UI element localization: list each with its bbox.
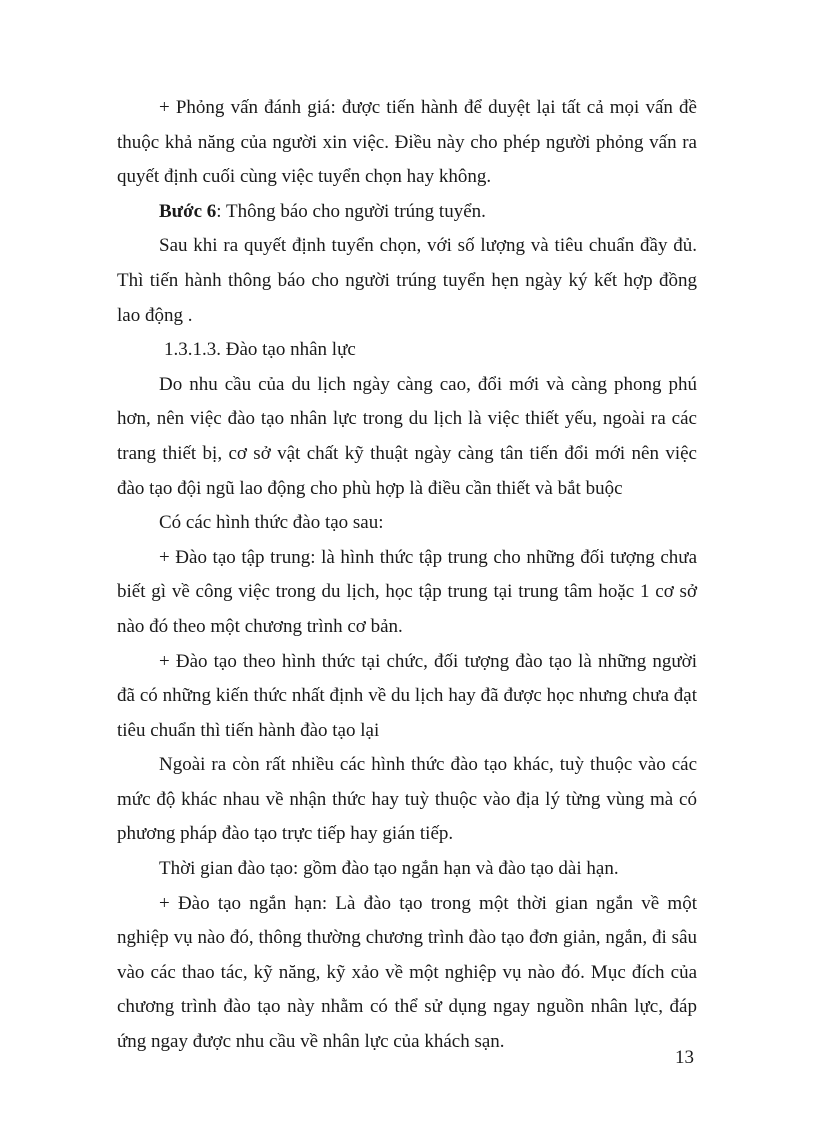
document-body [117, 91, 697, 1060]
step-6-label: Bước 6 [159, 200, 217, 222]
page-number: 13 [675, 1047, 694, 1068]
step-6-text: : Thông báo cho người trúng tuyển. [216, 200, 486, 222]
section-heading-training: 1.3.1.3. Đào tạo nhân lực [164, 339, 356, 361]
paragraph-step-6 [117, 195, 697, 230]
paragraph-training-forms-intro: Có các hình thức đào tạo sau: [159, 512, 384, 534]
paragraph-training-duration: Thời gian đào tạo: gồm đào tạo ngắn hạn và đào tạo dài hạn. [159, 858, 619, 880]
paragraph-in-service-training: + Đào tạo theo hình thức tại chức, đối tượng đào tạo là những người đã có những kiến thức nhất định về du lịch hay đã được học nhưng chưa đạt tiêu chuẩn thì tiến hành đào tạo lại [117, 650, 697, 741]
paragraph-notification: Sau khi ra quyết định tuyển chọn, với số lượng và tiêu chuẩn đầy đủ. Thì tiến hành thông báo cho người trúng tuyển hẹn ngày ký kết hợp đồng lao động . [117, 235, 697, 326]
paragraph-interview-evaluation: + Phỏng vấn đánh giá: được tiến hành để duyệt lại tất cả mọi vấn đề thuộc khả năng của người xin việc. Điều này cho phép người phỏng vấn ra quyết định cuối cùng việc tuyển chọn hay không. [117, 97, 697, 188]
paragraph-centralized-training: + Đào tạo tập trung: là hình thức tập trung cho những đối tượng chưa biết gì về công việc trong du lịch, học tập trung tại trung tâm hoặc 1 cơ sở nào đó theo một chương trình cơ bản. [117, 546, 697, 637]
paragraph-short-term-training: + Đào tạo ngắn hạn: Là đào tạo trong một thời gian ngắn về một nghiệp vụ nào đó, thông thường chương trình đào tạo đơn giản, ngắn, đi sâu vào các thao tác, kỹ năng, kỹ xảo về một nghiệp vụ nào đó. Mục đích của chương trình đào tạo này nhằm có thể sử dụng ngay nguồn nhân lực, đáp ứng ngay được nhu cầu về nhân lực của khách sạn. [117, 892, 697, 1053]
paragraph-other-forms: Ngoài ra còn rất nhiều các hình thức đào tạo khác, tuỳ thuộc vào các mức độ khác nhau về nhận thức hay tuỳ thuộc vào địa lý từng vùng mà có phương pháp đào tạo trực tiếp hay gián tiếp. [117, 754, 697, 845]
paragraph-training-need: Do nhu cầu của du lịch ngày càng cao, đổi mới và càng phong phú hơn, nên việc đào tạo nhân lực trong du lịch là việc thiết yếu, ngoài ra các trang thiết bị, cơ sở vật chất kỹ thuật ngày càng tân tiến đổi mới nên việc đào tạo đội ngũ lao động cho phù hợp là điều cần thiết và bắt buộc [117, 373, 697, 499]
